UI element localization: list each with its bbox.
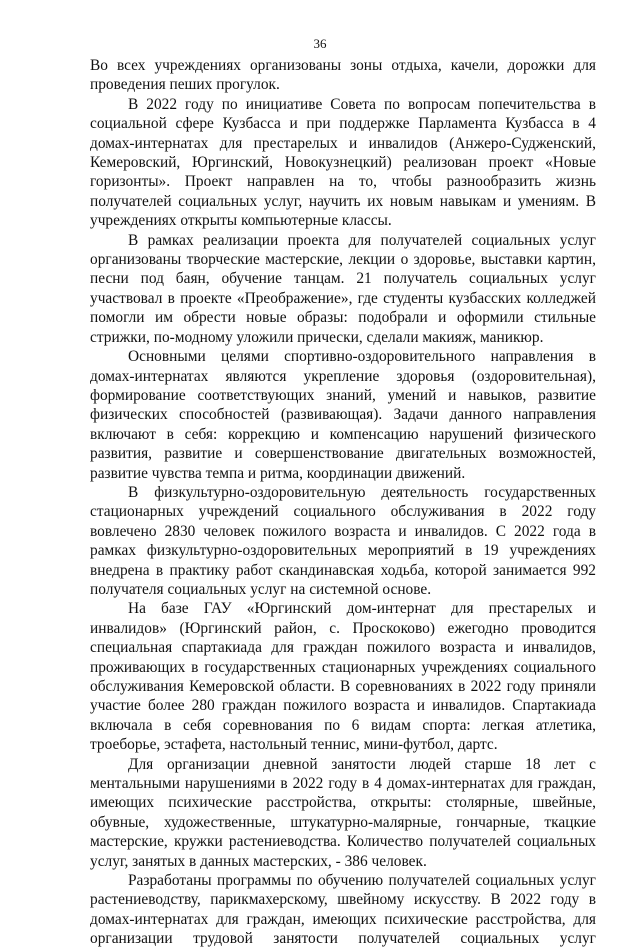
paragraph-day-occupation: Для организации дневной занятости людей старше 18 лет с ментальными нарушениями в 2022 году в 4 домах-интернатах для граждан, имеющих психические расстройства, открыты: столярные, швейные, обувные, художественные, штукатурно-малярные, гончарные, ткацкие мастерские, кружки растениеводства. Количество получателей социальных услуг, занятых в данных мастерских, - 386 человек. [90,755,596,870]
paragraph-spartakiad: На базе ГАУ «Юргинский дом-интернат для престарелых и инвалидов» (Юргинский район, с. Проскоково) ежегодно проводится специальная спартакиада для граждан пожилого возраста и инвалидов, проживающих в государственных стационарных учреждениях социального обслуживания Кемеровской области. В соревнованиях в 2022 году приняли участие более 280 граждан пожилого возраста и инвалидов. Спартакиада включала в себя соревнования по 6 видам спорта: легкая атлетика, троеборье, эстафета, настольный теннис, мини-футбол, дартс. [90,600,596,754]
paragraph-training-programs: Разработаны программы по обучению получателей социальных услуг растениеводству, парикмахерскому, швейному искусству. В 2022 году в домах-интернатах для граждан, имеющих психические расстройства, для организации трудовой занятости получателей социальных услуг [90,872,596,948]
page-number: 36 [313,36,327,51]
body-text [90,56,596,949]
paragraph-physical-activity: В физкультурно-оздоровительную деятельность государственных стационарных учреждений социального обслуживания в 2022 году вовлечено 2830 человек пожилого возраста и инвалидов. С 2022 года в рамках физкультурно-оздоровительных мероприятий в 19 учреждениях внедрена в практику работ скандинавская ходьба, которой занимается 992 получателя социальных услуг на системной основе. [90,483,596,598]
paragraph-new-horizons-project: В 2022 году по инициативе Совета по вопросам попечительства в социальной сфере Кузбасса и при поддержке Парламента Кузбасса в 4 домах-интернатах для престарелых и инвалидов (Анжеро-Судженский, Кемеровский, Юргинский, Новокузнецкий) реализован проект «Новые горизонты». Проект направлен на то, чтобы разнообразить жизнь получателей социальных услуг, научить их новым навыкам и умениям. В учреждениях открыты компьютерные классы. [90,95,596,230]
paragraph-sports-goals: Основными целями спортивно-оздоровительного направления в домах-интернатах являются укрепление здоровья (оздоровительная), формирование соответствующих знаний, умений и навыков, развитие физических способностей (развивающая). Задачи данного направления включают в себя: коррекцию и компенсацию нарушений физического развития, развитие и совершенствование двигательных возможностей, развитие чувства темпа и ритма, координации движений. [90,348,596,482]
paragraph-recreation-zones: Во всех учреждениях организованы зоны отдыха, качели, дорожки для проведения пеших прогулок. [90,57,596,94]
paragraph-creative-workshops: В рамках реализации проекта для получателей социальных услуг организованы творческие мастерские, лекции о здоровье, выставки картин, песни под баян, обучение танцам. 21 получатель социальных услуг участвовал в проекте «Преображение», где студенты кузбасских колледжей помогли им обрести новые образы: подобрали и оформили стильные стрижки, по-модному уложили прически, сделали макияж, маникюр. [90,231,596,346]
